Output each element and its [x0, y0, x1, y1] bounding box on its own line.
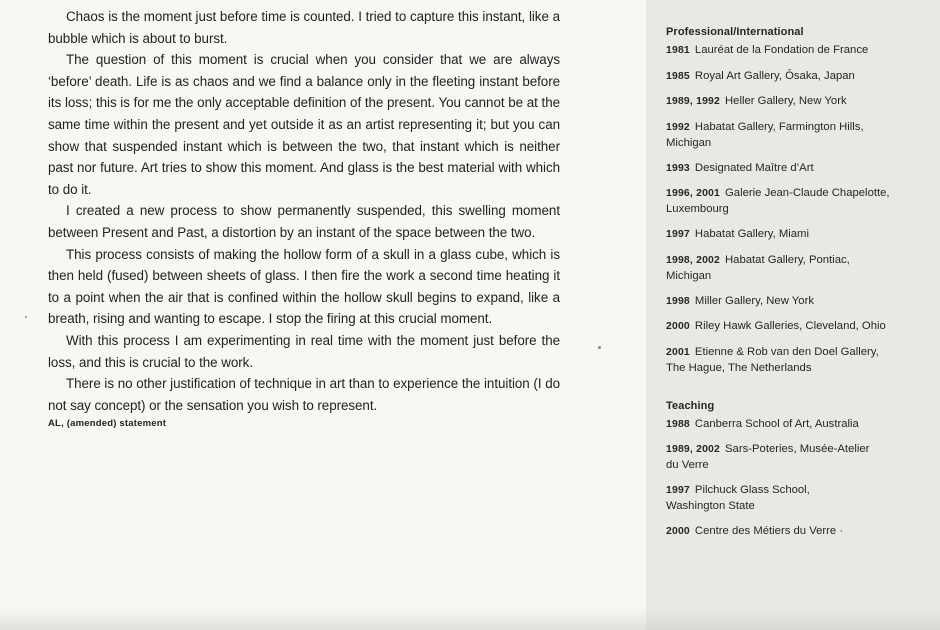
cv-entry-continuation: Luxembourg	[666, 203, 729, 215]
cv-entry-text: Habatat Gallery, Miami	[694, 228, 809, 240]
cv-entry-year: 1989, 2002	[666, 444, 721, 455]
cv-entry-continuation: Michigan	[666, 136, 712, 149]
cv-entry	[666, 119, 940, 152]
statement-paragraph: The question of this moment is crucial when you consider that we are always ‘before’ death. Life is as chaos and we find a balance only in the fleeting instant before its loss; this is for me the only acceptable definition of the present. You cannot be at the same time within the present and yet outside it as an artist representing it; but you can show that suspended instant which is between the two, that instant which is neither past nor future. Art tries to show this moment. And glass is the best material with which to do it.	[48, 52, 560, 197]
cv-entry-text: Habatat Gallery, Pontiac,	[725, 253, 850, 266]
cv-entry-year: 1997	[666, 485, 690, 496]
statement-paragraph: This process consists of making the hollow form of a skull in a glass cube, which is then held (fused) between sheets of glass. I then fire the work a second time heating it to a point when the air that is confined within the hollow skull begins to expand, like a breath, rising and wanting to escape. I stop the firing at this crucial moment.	[48, 246, 560, 327]
statement-paragraph: With this process I am experimenting in real time with the moment just before the loss, and this is crucial to the work.	[48, 332, 560, 370]
cv-entry-text: Sars-Poteries, Musée-Atelier	[725, 443, 870, 455]
cv-entry-year: 2001	[666, 346, 690, 358]
statement-paragraph: I created a new process to show permanently suspended, this swelling moment between Present and Past, a distortion by an instant of the space between the two.	[48, 203, 560, 240]
cv-entry-year: 1992	[666, 121, 690, 133]
statement-paragraph: There is no other justification of technique in art than to experience the intuition (I do not say concept) or the sensation you wish to represent.	[48, 376, 560, 413]
cv-entry-year: 1997	[666, 229, 690, 240]
cv-entry-text: Pilchuck Glass School,	[694, 484, 810, 496]
cv-entry	[666, 160, 940, 177]
teaching-heading: Teaching	[666, 399, 715, 412]
cv-entry-year: 1998	[666, 295, 690, 307]
cv-entry-text: Riley Hawk Galleries, Cleveland, Ohio	[694, 320, 886, 332]
cv-entry-year: 2000	[666, 321, 690, 332]
cv-entry-continuation: Michigan	[666, 269, 712, 282]
cv-entry	[666, 344, 940, 377]
cv-entry	[666, 68, 940, 85]
cv-entry-text: Lauréat de la Fondation de France	[694, 44, 869, 56]
statement-paragraph: Chaos is the moment just before time is counted. I tried to capture this instant, like a bubble which is about to burst.	[48, 9, 560, 46]
cv-entry	[666, 42, 940, 59]
cv-entry-year: 2000	[666, 526, 690, 537]
cv-entry-continuation: Washington State	[666, 500, 755, 512]
cv-entry	[666, 93, 940, 110]
cv-entry	[666, 482, 940, 515]
cv-entry-text: Royal Art Gallery, Ōsaka, Japan	[694, 69, 855, 82]
cv-entry	[666, 523, 940, 540]
cv-entry-continuation: The Hague, The Netherlands	[666, 361, 812, 374]
cv-entry-year: 1989, 1992	[666, 96, 721, 107]
page-bottom-shadow	[0, 608, 940, 630]
cv-entry-year: 1981	[666, 45, 690, 56]
professional-list	[666, 42, 940, 376]
cv-entry-text: Heller Gallery, New York	[725, 95, 847, 107]
paper-speck	[25, 316, 27, 318]
cv-entry-text: Designated Maître d’Art	[694, 161, 814, 174]
cv-entry-text: Galerie Jean-Claude Chapelotte,	[725, 187, 890, 199]
paper-speck	[598, 346, 601, 349]
cv-entry-year: 1993	[666, 162, 690, 174]
cv-entry-text: Centre des Métiers du Verre ·	[694, 525, 844, 537]
cv-entry	[666, 252, 940, 285]
artist-statement	[48, 6, 560, 431]
cv-entry	[666, 416, 940, 433]
cv-column	[666, 25, 940, 549]
cv-entry-text: Etienne & Rob van den Doel Gallery,	[694, 345, 879, 358]
cv-entry	[666, 441, 940, 474]
teaching-list	[666, 416, 940, 541]
cv-entry-year: 1998, 2002	[666, 254, 721, 266]
cv-entry-continuation: du Verre	[666, 459, 709, 471]
cv-entry-year: 1985	[666, 70, 690, 82]
cv-entry	[666, 185, 940, 218]
cv-entry-year: 1996, 2001	[666, 188, 721, 199]
cv-entry-year: 1988	[666, 418, 690, 430]
statement-signoff: AL, (amended) statement	[48, 418, 167, 430]
cv-entry-text: Canberra School of Art, Australia	[694, 417, 859, 430]
cv-entry-text: Miller Gallery, New York	[694, 294, 814, 307]
cv-entry	[666, 318, 940, 335]
cv-entry	[666, 293, 940, 310]
professional-heading: Professional/International	[666, 26, 804, 38]
cv-entry-text: Habatat Gallery, Farmington Hills,	[694, 120, 864, 133]
cv-entry	[666, 226, 940, 243]
